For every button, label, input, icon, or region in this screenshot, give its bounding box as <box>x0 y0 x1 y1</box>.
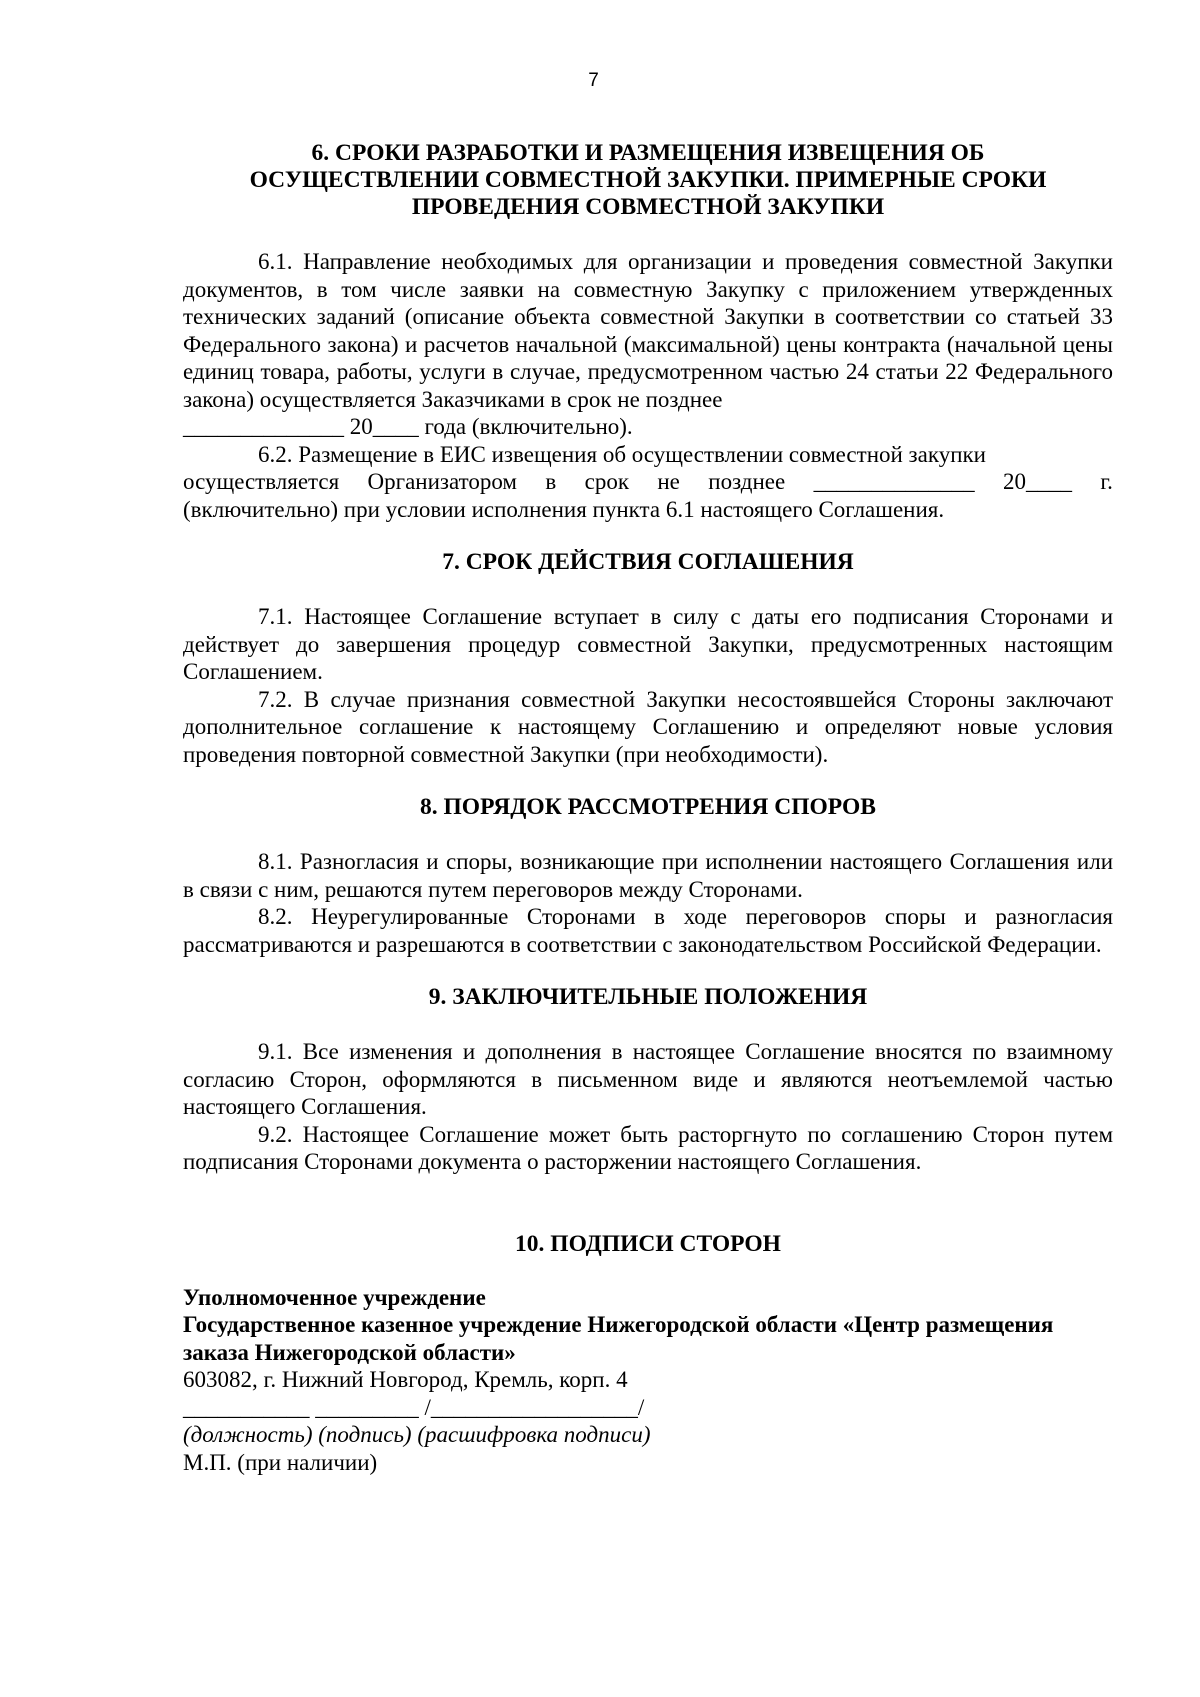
clause-6-2-word: г. <box>1100 469 1113 494</box>
section-6-heading-line-2: ОСУЩЕСТВЛЕНИИ СОВМЕСТНОЙ ЗАКУПКИ. ПРИМЕРНЫЕ СРОКИ <box>249 167 1047 193</box>
signature-block <box>183 1284 1113 1477</box>
clause-6-2-end: (включительно) при условии исполнения пункта 6.1 настоящего Соглашения. <box>183 496 945 522</box>
signature-line: ___________ _________ /__________________/ <box>183 1394 645 1420</box>
clause-6-2: 6.2. Размещение в ЕИС извещения об осуществлении совместной закупки <box>258 441 986 467</box>
clause-6-2-word: Организатором <box>367 469 517 494</box>
party-address: 603082, г. Нижний Новгород, Кремль, корп. 4 <box>183 1367 628 1392</box>
signature-caption: (должность) (подпись) (расшифровка подписи) <box>183 1422 651 1447</box>
page-number: 7 <box>588 70 599 91</box>
clause-6-2-word: срок <box>584 469 629 494</box>
section-8-heading: 8. ПОРЯДОК РАССМОТРЕНИЯ СПОРОВ <box>420 794 876 820</box>
section-6-heading-line-1: 6. СРОКИ РАЗРАБОТКИ И РАЗМЕЩЕНИЯ ИЗВЕЩЕНИЯ ОБ <box>311 140 985 166</box>
clause-9-2: 9.2. Настоящее Соглашение может быть расторгнуто по соглашению Сторон путем подписания Сторонами документа о расторжении настоящего Соглашения. <box>183 1121 1113 1174</box>
party-role: Уполномоченное учреждение <box>183 1284 486 1310</box>
party-name: Государственное казенное учреждение Нижегородской области «Центр размещения заказа Нижегородской области» <box>183 1312 1054 1365</box>
section-10-heading: 10. ПОДПИСИ СТОРОН <box>515 1230 781 1257</box>
clause-6-1: 6.1. Направление необходимых для организации и проведения совместной Закупки документов, в том числе заявки на совместную Закупку с приложением утвержденных технических заданий (описание объекта совместной Закупки в соответствии со статьей 33 Федерального закона) и расчетов начальной (максимальной) цены контракта (начальной цены единиц товара, работы, услуги в случае, предусмотренном частью 24 статьи 22 Федерального закона) осуществляется Заказчиками в срок не позднее <box>183 249 1113 412</box>
section-9 <box>183 984 1113 1176</box>
clause-8-2: 8.2. Неурегулированные Сторонами в ходе переговоров споры и разногласия рассматриваются и разрешаются в соответствии с законодательством Российской Федерации. <box>183 904 1113 957</box>
clause-6-2-word: осуществляется <box>183 469 340 494</box>
clause-6-2-line-2 <box>183 468 1113 496</box>
clause-6-2-year-blank: 20____ <box>1002 469 1072 494</box>
section-9-heading: 9. ЗАКЛЮЧИТЕЛЬНЫЕ ПОЛОЖЕНИЯ <box>428 984 868 1010</box>
clause-7-1: 7.1. Настоящее Соглашение вступает в силу с даты его подписания Сторонами и действует до завершения процедур совместной Закупки, предусмотренных настоящим Соглашением. <box>183 604 1113 684</box>
section-6-heading-line-3: ПРОВЕДЕНИЯ СОВМЕСТНОЙ ЗАКУПКИ <box>411 194 885 220</box>
clause-6-2-word: в <box>545 469 557 494</box>
section-7 <box>183 549 1113 768</box>
section-7-heading: 7. СРОК ДЕЙСТВИЯ СОГЛАШЕНИЯ <box>442 549 854 575</box>
clause-9-1: 9.1. Все изменения и дополнения в настоящее Соглашение вносятся по взаимному согласию Сторон, оформляются в письменном виде и являются неотъемлемой частью настоящего Соглашения. <box>183 1039 1113 1119</box>
clause-8-1: 8.1. Разногласия и споры, возникающие при исполнении настоящего Соглашения или в связи с ним, решаются путем переговоров между Сторонами. <box>183 849 1113 902</box>
section-6 <box>183 140 1113 523</box>
section-10 <box>183 1231 1113 1477</box>
section-6-heading <box>183 140 1113 221</box>
clause-6-2-date-blank: ______________ <box>813 469 975 494</box>
seal-note: М.П. (при наличии) <box>183 1449 378 1475</box>
clause-6-2-word: позднее <box>708 469 786 494</box>
section-8 <box>183 794 1113 958</box>
clause-6-2-word: не <box>657 469 680 494</box>
document-body <box>183 140 1113 1476</box>
clause-7-2: 7.2. В случае признания совместной Закупки несостоявшейся Стороны заключают дополнительное соглашение к настоящему Соглашению и определяют новые условия проведения повторной совместной Закупки (при необходимости). <box>183 686 1113 767</box>
clause-6-1-deadline: ______________ 20____ года (включительно). <box>183 414 633 439</box>
